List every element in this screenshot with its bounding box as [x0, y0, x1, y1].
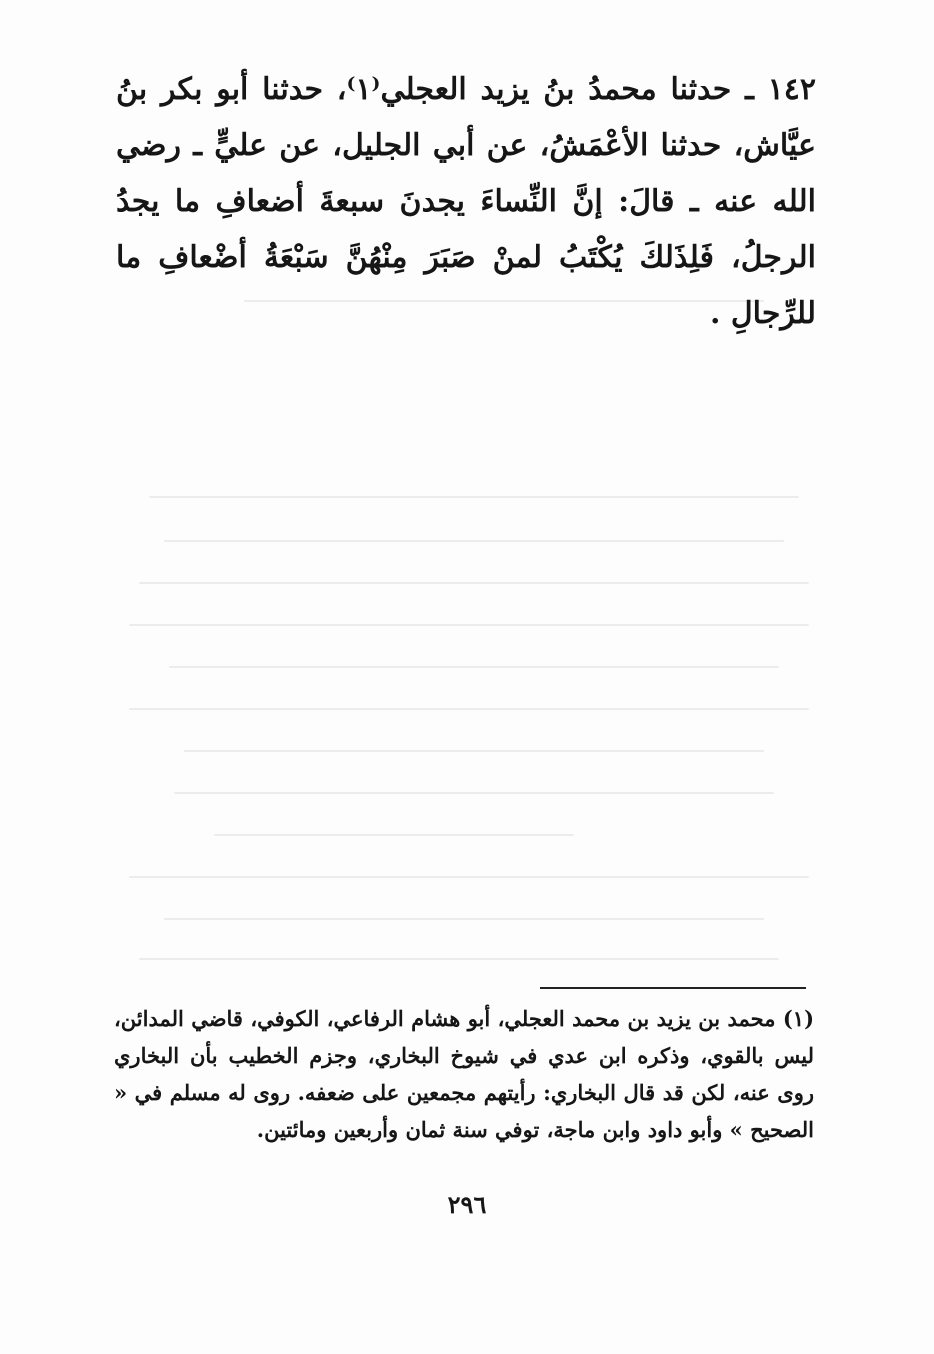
bleed-through-line: [184, 750, 764, 752]
bleed-through-line: [169, 666, 779, 668]
footnote: (١) محمد بن يزيد بن محمد العجلي، أبو هشام الرفاعي، الكوفي، قاضي المدائن، ليس بالقوي، وذكره ابن عدي في شيوخ البخاري، وجزم الخطيب بأن البخاري روى عنه، لكن قد قال البخاري: رأيتهم مجمعين على ضعفه. روى له مسلم في « الصحيح » وأبو داود وابن ماجة، توفي سنة ثمان وأربعين ومائتين.: [114, 1006, 814, 1142]
bleed-through-line: [164, 540, 784, 542]
bleed-through-line: [139, 958, 779, 960]
bleed-through-line: [129, 708, 809, 710]
bleed-through-line: [214, 834, 574, 836]
bleed-through-line: [164, 918, 764, 920]
page-number: ٢٩٦: [447, 1190, 487, 1219]
bleed-through-line: [149, 496, 799, 498]
footnote-divider: [540, 987, 806, 989]
bleed-through-line: [129, 624, 809, 626]
bleed-through-line: [139, 582, 809, 584]
hadith-text: ١٤٢ ـ حدثنا محمدُ بنُ يزيد العجلي⁽١⁾، حدثنا أبو بكر بنُ عيَّاش، حدثنا الأعْمَشُ، عن أبي الجليل، عن عليٍّ ـ رضي الله عنه ـ قالَ: إنَّ النِّساءَ يجدنَ سبعةَ أضعافِ ما يجدُ الرجلُ، فَلِذَلكَ يُكْتَبُ لمنْ صَبَرَ مِنْهُنَّ سَبْعَةُ أضْعافِ ما للرِّجالِ .: [116, 72, 817, 331]
bleed-through-line: [129, 876, 809, 878]
bleed-through-line: [174, 792, 774, 794]
